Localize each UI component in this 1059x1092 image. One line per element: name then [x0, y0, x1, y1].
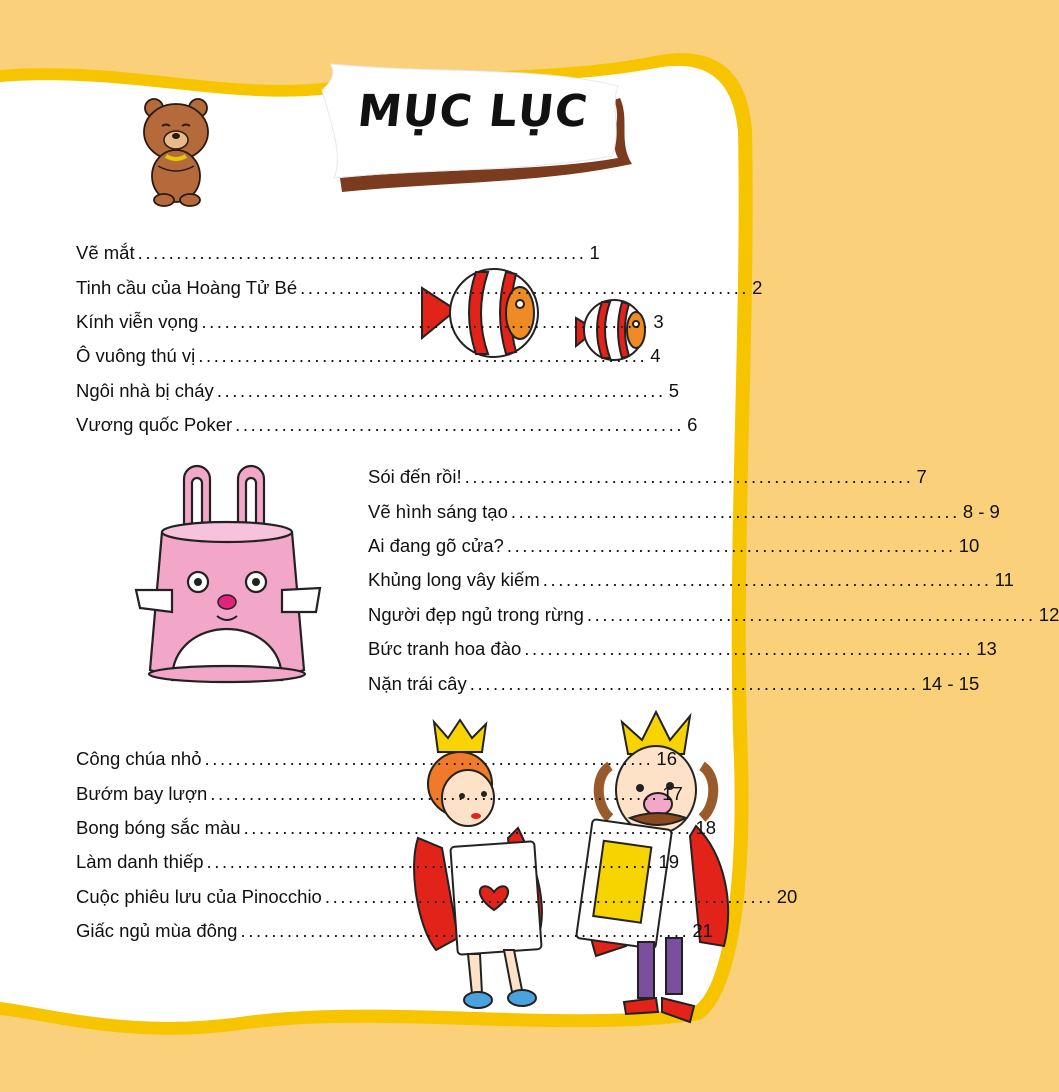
dot-leader: .......................................................... [240, 920, 690, 942]
toc-entry-title: Ngôi nhà bị cháy [76, 379, 214, 401]
toc-entry-page: 8 - 9 [962, 500, 1000, 522]
dot-leader: .......................................................... [235, 414, 685, 436]
toc-entry-title: Bướm bay lượn [76, 782, 208, 804]
dot-leader: .......................................................... [137, 242, 587, 264]
toc-entry[interactable] [368, 460, 927, 494]
toc-entry[interactable] [76, 374, 680, 408]
toc-entry-page: 21 [692, 920, 713, 942]
dot-leader: .......................................................... [586, 603, 1036, 625]
toc-entry[interactable] [76, 408, 698, 442]
dot-leader: .......................................................... [206, 851, 656, 873]
toc-entry-page: 20 [776, 885, 798, 907]
toc-entry[interactable] [76, 236, 600, 270]
dot-leader: .......................................................... [524, 638, 974, 660]
toc-entry-page: 18 [695, 816, 717, 838]
toc-entry-page: 17 [662, 782, 683, 804]
toc-entry[interactable] [76, 914, 713, 948]
dot-leader: .......................................................... [216, 379, 666, 401]
toc-entry-title: Giấc ngủ mùa đông [76, 920, 238, 942]
toc-entry-title: Bong bóng sắc màu [76, 816, 241, 838]
toc-entry-title: Vẽ mắt [76, 242, 135, 264]
dot-leader: .......................................................... [198, 345, 648, 367]
dot-leader: .......................................................... [204, 748, 654, 770]
dot-leader: .......................................................... [243, 816, 693, 838]
dot-leader: .......................................................... [542, 569, 992, 591]
dot-leader: .......................................................... [300, 276, 750, 298]
toc-entry-title: Khủng long vây kiếm [368, 569, 540, 591]
toc-entry[interactable] [76, 742, 677, 776]
toc-entry-page: 1 [589, 242, 600, 264]
toc-entry-page: 3 [653, 310, 664, 332]
toc-entry-page: 7 [916, 466, 927, 488]
bunny-cup-icon [132, 462, 324, 696]
dot-leader: .......................................................... [469, 672, 919, 694]
dot-leader: .......................................................... [210, 782, 660, 804]
toc-entry-page: 19 [658, 851, 680, 873]
toc-entry-title: Công chúa nhỏ [76, 748, 202, 770]
toc-entry-page: 16 [656, 748, 677, 770]
toc-entry[interactable] [76, 880, 798, 914]
toc-entry-title: Ai đang gõ cửa? [368, 534, 504, 556]
toc-entry[interactable] [76, 811, 717, 845]
toc-entry-title: Làm danh thiếp [76, 851, 204, 873]
toc-entry-page: 12 [1038, 603, 1059, 625]
bear-icon [136, 96, 216, 208]
toc-entry-title: Cuộc phiêu lưu của Pinocchio [76, 885, 322, 907]
toc-entry-title: Vẽ hình sáng tạo [368, 500, 508, 522]
toc-entry[interactable] [76, 845, 680, 879]
toc-group-1 [76, 236, 763, 442]
toc-entry-title: Ô vuông thú vị [76, 345, 196, 367]
toc-entry-title: Nặn trái cây [368, 672, 467, 694]
page-title: MỤC LỤC [355, 86, 591, 137]
toc-entry-title: Tinh cầu của Hoàng Tử Bé [76, 276, 298, 298]
toc-entry-page: 11 [994, 569, 1014, 591]
dot-leader: .......................................................... [506, 534, 956, 556]
toc-entry[interactable] [368, 563, 1014, 597]
dot-leader: .......................................................... [201, 310, 651, 332]
toc-entry-page: 6 [687, 414, 698, 436]
toc-entry[interactable] [368, 494, 1000, 528]
toc-group-2 [368, 460, 1059, 701]
toc-entry-title: Sói đến rồi! [368, 466, 462, 488]
toc-entry-title: Vương quốc Poker [76, 414, 233, 436]
dot-leader: .......................................................... [464, 466, 914, 488]
toc-entry[interactable] [76, 270, 763, 304]
toc-entry[interactable] [76, 339, 661, 373]
toc-entry[interactable] [368, 529, 980, 563]
toc-entry-page: 4 [650, 345, 661, 367]
toc-entry-title: Người đẹp ngủ trong rừng [368, 603, 584, 625]
toc-entry[interactable] [368, 666, 980, 700]
toc-entry-page: 10 [958, 534, 980, 556]
toc-entry[interactable] [368, 632, 997, 666]
toc-entry[interactable] [76, 305, 664, 339]
toc-entry-title: Bức tranh hoa đào [368, 638, 522, 660]
toc-entry[interactable] [76, 776, 683, 810]
dot-leader: .......................................................... [324, 885, 774, 907]
toc-entry[interactable] [368, 598, 1059, 632]
toc-group-3 [76, 742, 798, 948]
toc-entry-page: 14 - 15 [921, 672, 980, 694]
toc-entry-page: 13 [976, 638, 997, 660]
toc-entry-title: Kính viễn vọng [76, 310, 199, 332]
title-banner [318, 60, 638, 200]
dot-leader: .......................................................... [510, 500, 960, 522]
toc-entry-page: 2 [752, 276, 763, 298]
toc-entry-page: 5 [668, 379, 680, 401]
